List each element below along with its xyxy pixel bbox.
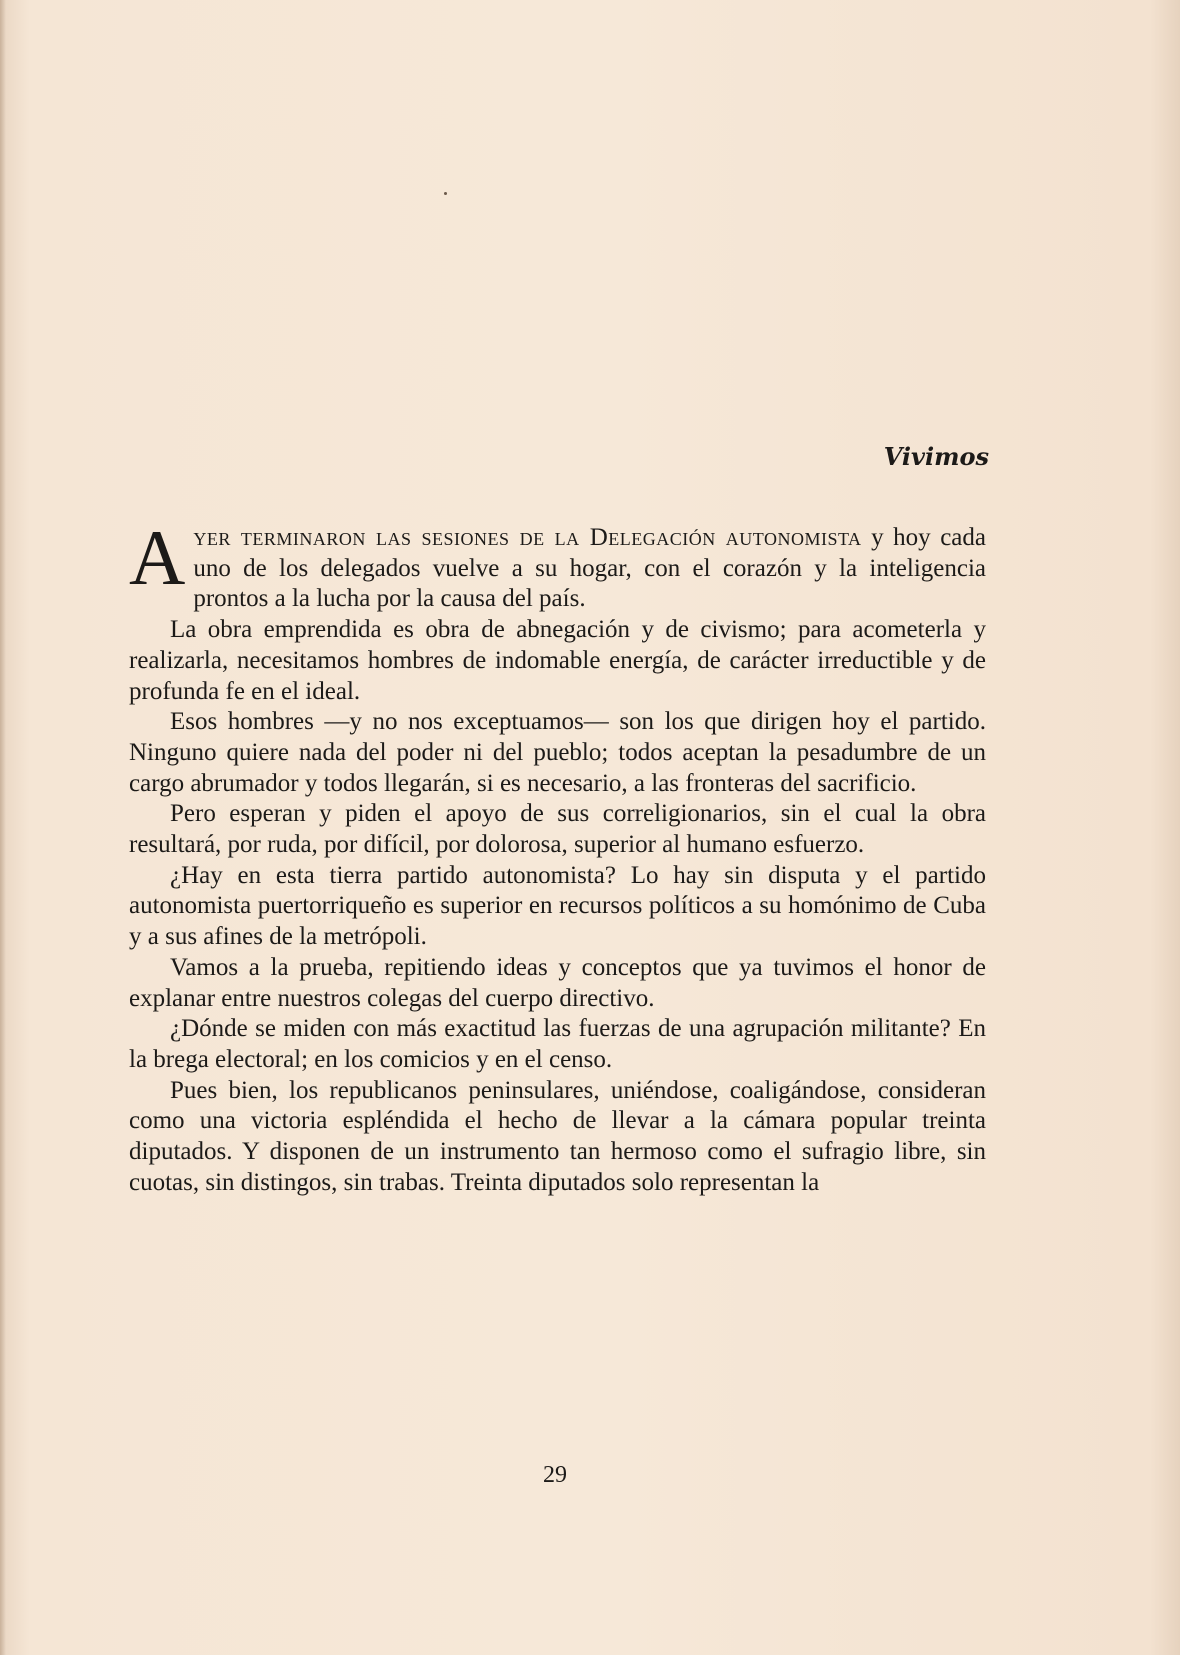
paragraph: Pues bien, los republicanos peninsulares, uniéndose, coaligándose, consideran como una victoria espléndida el hecho de llevar a la cámara popular treinta diputados. Y disponen de un instrumento tan hermoso como el sufragio libre, sin cuotas, sin distingos, sin trabas. Treinta diputados solo representan la — [129, 1076, 986, 1196]
paragraph: Vamos a la prueba, repitiendo ideas y conceptos que ya tuvimos el honor de explanar entre nuestros colegas del cuerpo directivo. — [129, 953, 986, 1012]
lead-in-smallcaps: yer terminaron las sesiones de la Delegación autonomista — [193, 524, 862, 551]
paper-speck — [444, 192, 447, 195]
paragraph: Esos hombres —y no nos exceptuamos— son los que dirigen hoy el partido. Ninguno quiere nada del poder ni del pueblo; todos aceptan la pesadumbre de un cargo abrumador y todos llegarán, si es necesario, a las fronteras del sacrificio. — [129, 708, 986, 797]
paragraph — [129, 514, 986, 615]
paragraph: Pero esperan y piden el apoyo de sus correligionarios, sin el cual la obra resultará, por ruda, por difícil, por dolorosa, superior al humano esfuerzo. — [129, 800, 986, 859]
paragraph-text: y hoy cada uno de los delegados vuelve a su hogar, con el corazón y la inteligencia prontos a la lucha por la causa del país. — [193, 524, 986, 613]
paragraph: ¿Dónde se miden con más exactitud las fuerzas de una agrupación militante? En la brega electoral; en los comicios y en el censo. — [129, 1015, 986, 1073]
paragraph: La obra emprendida es obra de abnegación y de civismo; para acometerla y realizarla, necesitamos hombres de indomable energía, de carácter irreductible y de profunda fe en el ideal. — [129, 616, 986, 705]
page-number: 29 — [543, 1462, 567, 1488]
paragraph: ¿Hay en esta tierra partido autonomista? Lo hay sin disputa y el partido autonomista puertorriqueño es superior en recursos políticos a su homónimo de Cuba y a sus afines de la metrópoli. — [129, 861, 986, 951]
drop-cap: A — [129, 514, 186, 601]
article-body — [129, 514, 986, 1198]
chapter-title: Vivimos — [883, 442, 989, 471]
